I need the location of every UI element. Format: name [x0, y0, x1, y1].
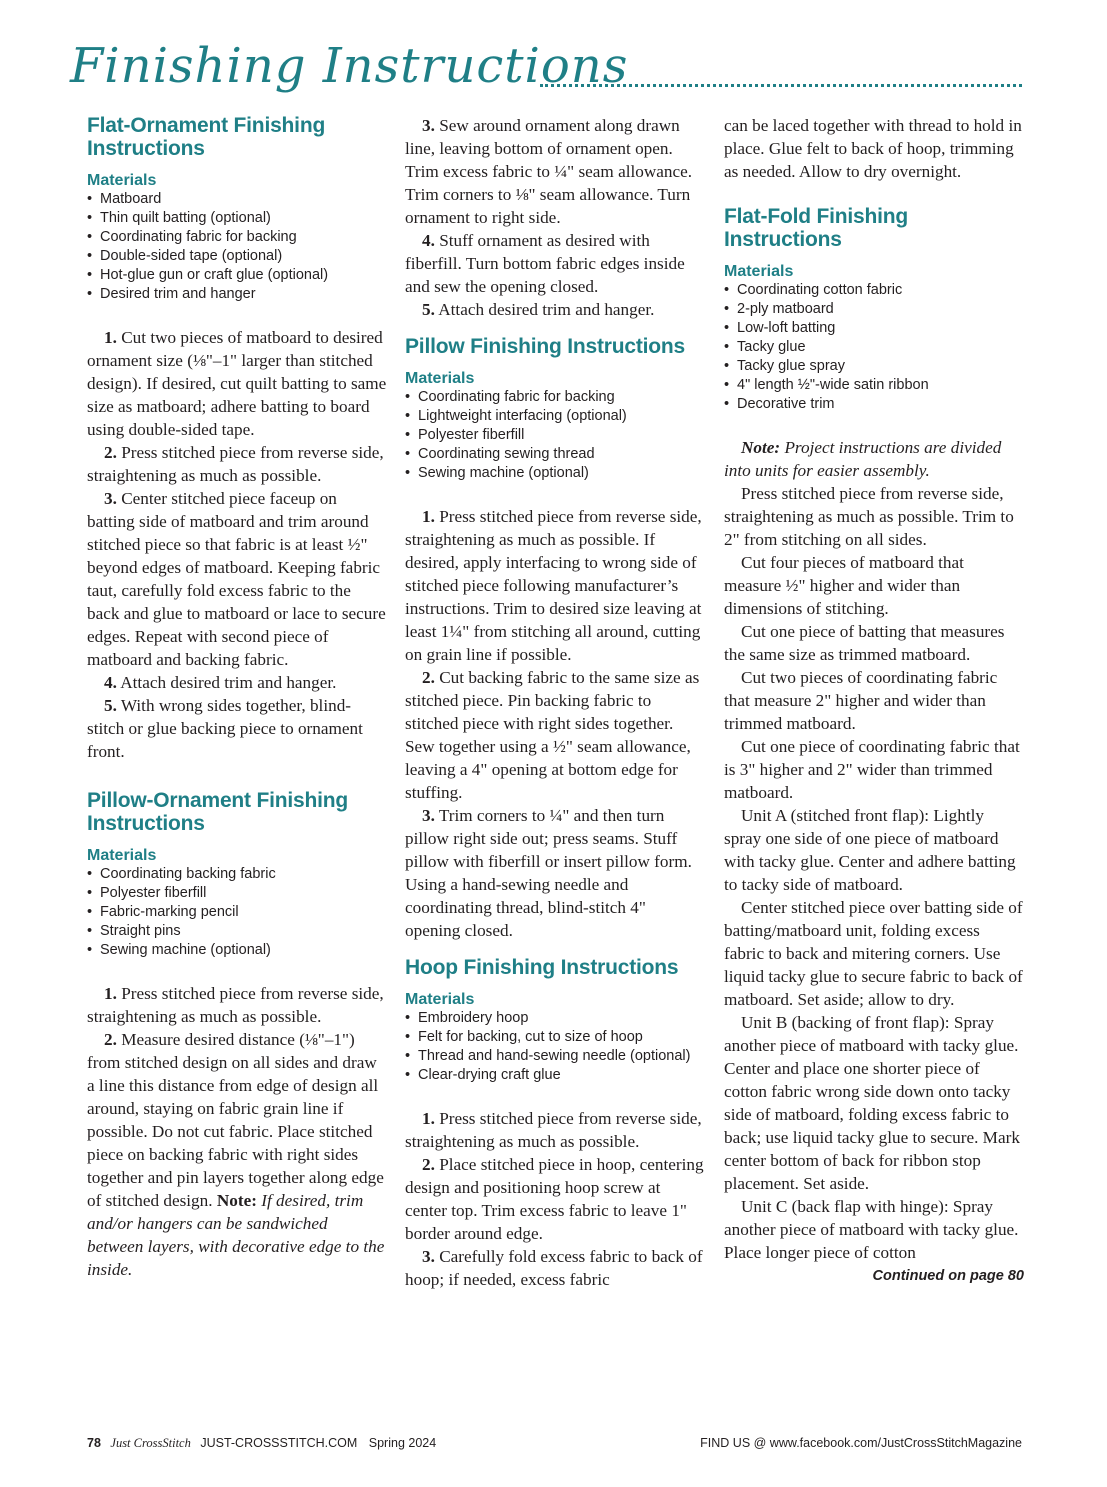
step: 3. Center stitched piece faceup on batting side of matboard and trim around stitched piece so that fabric is at least ½" beyond edges of matboard. Keeping fabric taut, carefully fold excess fabric to the back and glue to matboard or lace to secure edges. Repeat with second piece of matboard and backing fabric.	[87, 489, 386, 669]
step: 2. Measure desired distance (⅛"–1") from stitched design on all sides and draw a line this distance from edge of design all around, staying on fabric grain line if possible. Do not cut fabric. Place stitched piece on backing fabric with right sides together and pin layers together along edge of stitched design. Note: If desired, trim and/or hangers can be sandwiched between layers, with decorative edge to the inside.	[87, 1030, 385, 1279]
step: 3. Trim corners to ¼" and then turn pillow right side out; press seams. Stuff pillow with fiberfill or insert pillow form. Using a hand-sewing needle and coordinating thread, blind-stitch 4" opening closed.	[405, 806, 692, 940]
step: 1. Press stitched piece from reverse side, straightening as much as possible. If desired, apply interfacing to wrong side of stitched piece following manufacturer’s instructions. Trim to desired size leaving at least 1¼" from stitching all around, cutting on grain line if possible.	[405, 507, 702, 664]
step: 1. Press stitched piece from reverse side, straightening as much as possible.	[405, 1109, 702, 1151]
column-3	[724, 114, 1024, 1284]
paragraph: Cut two pieces of coordinating fabric that measure 2" higher and wider than trimmed matboard.	[724, 668, 998, 733]
material-item: • Polyester fiberfill	[405, 426, 705, 445]
material-item: • Sewing machine (optional)	[87, 941, 387, 960]
issue-date: Spring 2024	[368, 1436, 437, 1450]
step: 4. Attach desired trim and hanger.	[104, 673, 337, 692]
material-item: • Desired trim and hanger	[87, 285, 387, 304]
step: 5. Attach desired trim and hanger.	[422, 300, 655, 319]
hoop-materials-list	[405, 1009, 705, 1085]
step: 3. Carefully fold excess fabric to back of hoop; if needed, excess fabric	[405, 1247, 703, 1289]
page-title: Finishing Instructions	[70, 38, 629, 94]
material-item: • Lightweight interfacing (optional)	[405, 407, 705, 426]
flat-ornament-heading: Flat-Ornament Finishing Instructions	[87, 114, 326, 160]
paragraph: Unit A (stitched front flap): Lightly spray one side of one piece of matboard with tacky glue. Center and adhere batting to tacky side of matboard.	[724, 806, 1016, 894]
title-dotted-rule	[540, 84, 1022, 87]
paragraph: Center stitched piece over batting side of batting/matboard unit, folding excess fabric to back and mitering corners. Use liquid tacky glue to secure fabric to back of matboard. Set aside; allow to dry.	[724, 898, 1023, 1009]
step-continued: can be laced together with thread to hold in place. Glue felt to back of hoop, trimming as needed. Allow to dry overnight.	[724, 116, 1022, 181]
material-item: • Thread and hand-sewing needle (optional)	[405, 1047, 705, 1066]
step: 1. Cut two pieces of matboard to desired ornament size (⅛"–1" larger than stitched design). If desired, cut quilt batting to same size as matboard; adhere batting to board using double-sided tape.	[87, 328, 387, 439]
column-1	[87, 114, 387, 1281]
paragraph: Cut one piece of coordinating fabric that is 3" higher and 2" wider than trimmed matboard.	[724, 737, 1020, 802]
material-item: • 4" length ½"-wide satin ribbon	[724, 376, 1024, 395]
step: 2. Place stitched piece in hoop, centering design and positioning hoop screw at center top. Trim excess fabric to leave 1" border around edge.	[405, 1155, 704, 1243]
paragraph: Press stitched piece from reverse side, straightening as much as possible. Trim to 2" from stitching on all sides.	[724, 484, 1014, 549]
material-item: • Thin quilt batting (optional)	[87, 209, 387, 228]
material-item: • Coordinating sewing thread	[405, 445, 705, 464]
flat-fold-heading: Flat-Fold Finishing Instructions	[724, 205, 909, 251]
material-item: • Double-sided tape (optional)	[87, 247, 387, 266]
column-2	[405, 114, 705, 1291]
material-item: • Sewing machine (optional)	[405, 464, 705, 483]
flat-fold-materials-list	[724, 281, 1024, 414]
magazine-name: Just CrossStitch	[110, 1436, 191, 1450]
paragraph: Unit B (backing of front flap): Spray another piece of matboard with tacky glue. Center and place one shorter piece of cotton fabric wrong side down onto tacky side of matboard, folding excess fabric to back; use liquid tacky glue to secure. Mark center bottom of back for ribbon stop placement. Set aside.	[724, 1013, 1020, 1193]
pillow-ornament-materials-list	[87, 865, 387, 960]
material-item: • Decorative trim	[724, 395, 1024, 414]
step: 5. With wrong sides together, blind-stitch or glue backing piece to ornament front.	[87, 696, 363, 761]
paragraph: Cut four pieces of matboard that measure ½" higher and wider than dimensions of stitching.	[724, 553, 964, 618]
pillow-ornament-heading: Pillow-Ornament Finishing Instructions	[87, 789, 349, 835]
material-item: • Tacky glue spray	[724, 357, 1024, 376]
material-item: • Tacky glue	[724, 338, 1024, 357]
facebook-link[interactable]: FIND US @ www.facebook.com/JustCrossStitchMagazine	[700, 1436, 1022, 1450]
material-item: • Coordinating cotton fabric	[724, 281, 1024, 300]
page-number: 78	[87, 1436, 101, 1450]
pillow-materials-list	[405, 388, 705, 483]
flat-fold-materials-label: Materials	[724, 263, 794, 280]
material-item: • Embroidery hoop	[405, 1009, 705, 1028]
material-item: • Matboard	[87, 190, 387, 209]
flat-fold-note: Note: Project instructions are divided into units for easier assembly.	[724, 438, 1002, 480]
footer-left	[87, 1436, 436, 1451]
material-item: • Polyester fiberfill	[87, 884, 387, 903]
flat-ornament-materials-list	[87, 190, 387, 304]
continued-note: Continued on page 80	[872, 1268, 1024, 1284]
material-item: • 2-ply matboard	[724, 300, 1024, 319]
page-header	[70, 38, 1030, 108]
pillow-heading: Pillow Finishing Instructions	[405, 335, 686, 358]
website-link[interactable]: JUST-CROSSSTITCH.COM	[200, 1436, 358, 1450]
step: 2. Cut backing fabric to the same size as stitched piece. Pin backing fabric to stitched piece with right sides together. Sew together using a ½" seam allowance, leaving a 4" opening at bottom edge for stuffing.	[405, 668, 700, 802]
material-item: • Fabric-marking pencil	[87, 903, 387, 922]
step: 2. Press stitched piece from reverse side, straightening as much as possible.	[87, 443, 384, 485]
pillow-ornament-materials-label: Materials	[87, 847, 157, 864]
material-item: • Hot-glue gun or craft glue (optional)	[87, 266, 387, 285]
material-item: • Felt for backing, cut to size of hoop	[405, 1028, 705, 1047]
step: 1. Press stitched piece from reverse side, straightening as much as possible.	[87, 984, 384, 1026]
material-item: • Coordinating fabric for backing	[87, 228, 387, 247]
step: 4. Stuff ornament as desired with fiberfill. Turn bottom fabric edges inside and sew the opening closed.	[405, 231, 685, 296]
hoop-heading: Hoop Finishing Instructions	[405, 956, 679, 979]
material-item: • Coordinating backing fabric	[87, 865, 387, 884]
hoop-materials-label: Materials	[405, 991, 475, 1008]
flat-ornament-materials-label: Materials	[87, 172, 157, 189]
material-item: • Clear-drying craft glue	[405, 1066, 705, 1085]
material-item: • Straight pins	[87, 922, 387, 941]
paragraph: Unit C (back flap with hinge): Spray another piece of matboard with tacky glue. Place longer piece of cotton	[724, 1197, 1019, 1262]
step: 3. Sew around ornament along drawn line, leaving bottom of ornament open. Trim excess fabric to ¼" seam allowance. Trim corners to ⅛" seam allowance. Turn ornament to right side.	[405, 116, 693, 227]
material-item: • Low-loft batting	[724, 319, 1024, 338]
material-item: • Coordinating fabric for backing	[405, 388, 705, 407]
pillow-materials-label: Materials	[405, 370, 475, 387]
paragraph: Cut one piece of batting that measures the same size as trimmed matboard.	[724, 622, 1005, 664]
